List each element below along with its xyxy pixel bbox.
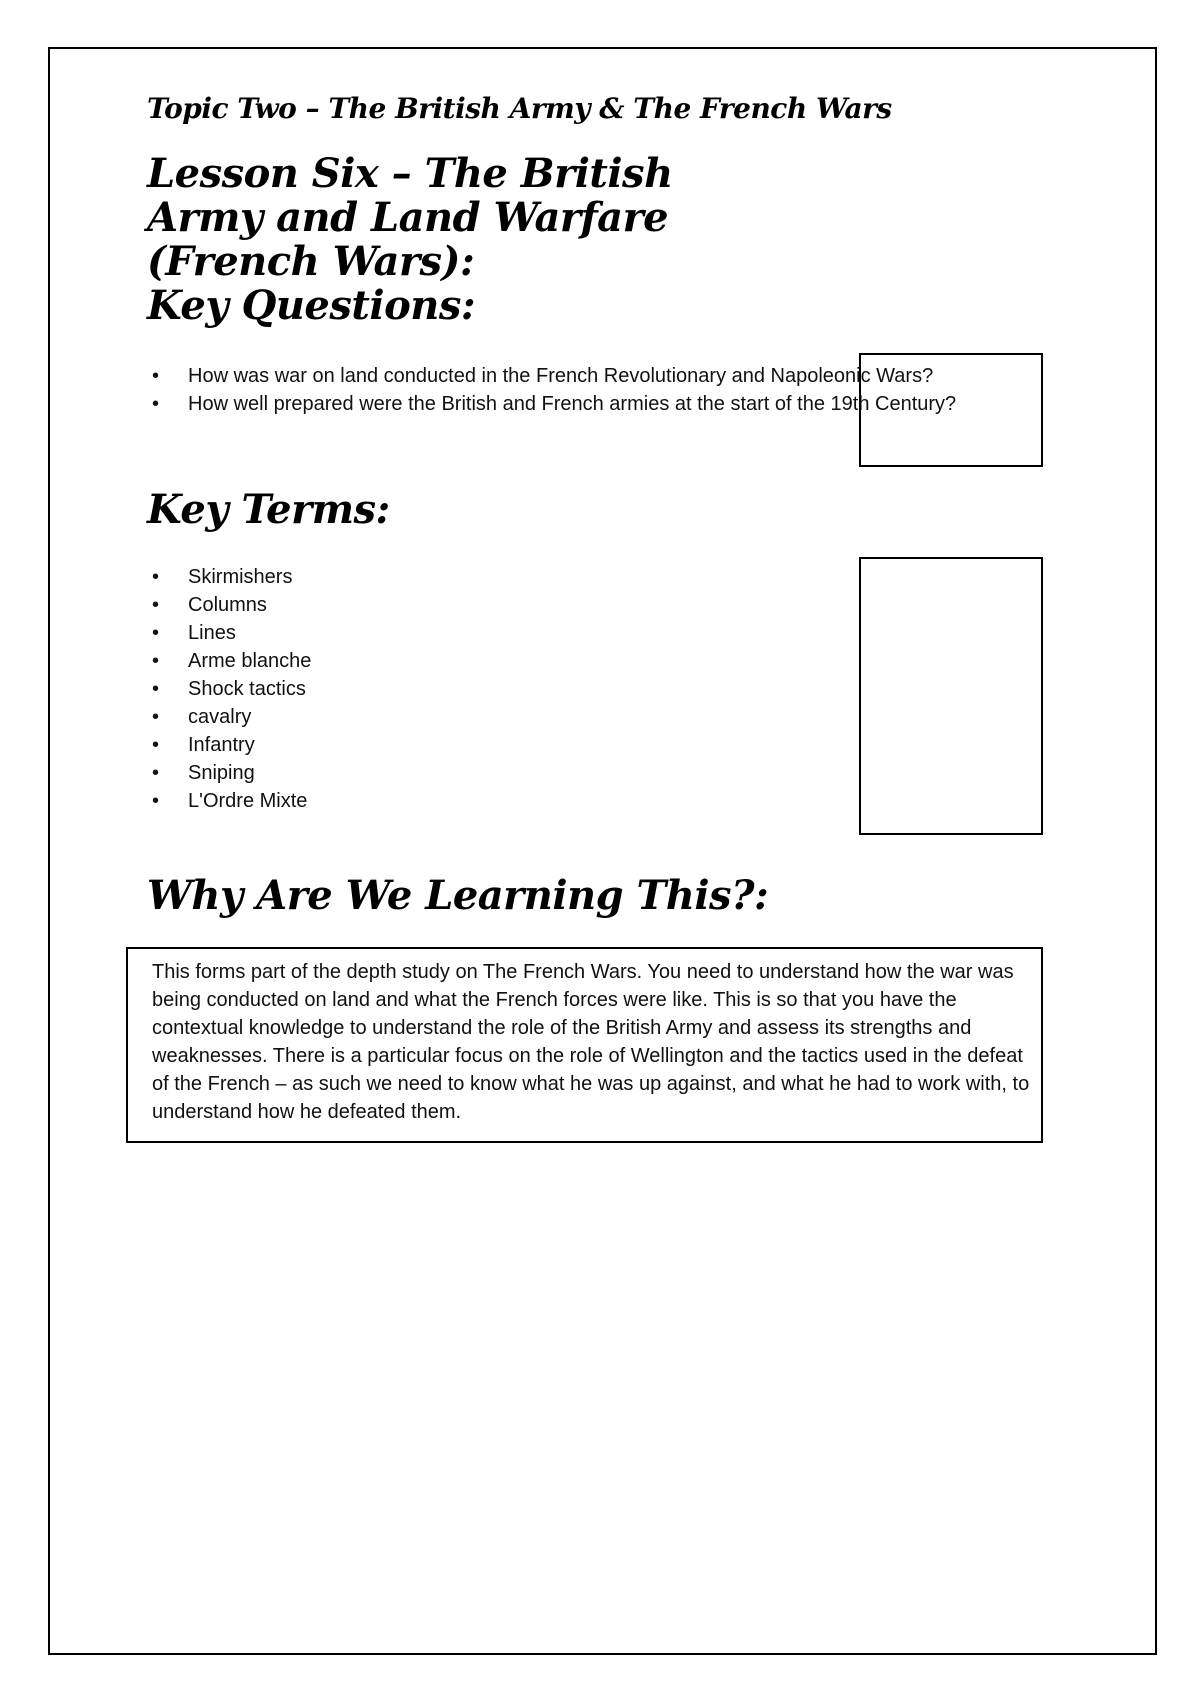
blank-box [859,557,1043,835]
list-item: • cavalry [150,703,550,731]
why-learning-text: This forms part of the depth study on The French Wars. You need to understand how the war was being conducted on land and what the French forces were like. This is so that you have the contextual knowledge to understand the role of the British Army and assess its strengths and weaknesses. There is a particular focus on the role of Wellington and the tactics used in the defeat of the French – as such we need to know what he was up against, and what he had to work with, to understand how he defeated them. [152,961,1030,1123]
list-item: • L'Ordre Mixte [150,787,550,815]
list-item: • Sniping [150,759,550,787]
blank-box [859,353,1043,467]
lesson-title: Lesson Six – The British Army and Land Warfare (French Wars): [147,150,673,285]
list-item: • Infantry [150,731,550,759]
key-questions-heading: Key Questions: [147,282,476,329]
list-item: • How well prepared were the British and French armies at the start of the 19th Century? [150,390,1050,418]
list-item: • How was war on land conducted in the French Revolutionary and Napoleonic Wars? [150,362,1050,390]
list-item: • Arme blanche [150,647,550,675]
topic-title: Topic Two – The British Army & The French Wars [147,92,892,125]
key-terms-heading: Key Terms: [147,486,390,533]
key-terms-list [150,563,550,815]
why-learning-heading: Why Are We Learning This?: [147,872,769,919]
list-item: • Skirmishers [150,563,550,591]
list-item: • Lines [150,619,550,647]
list-item: • Shock tactics [150,675,550,703]
why-learning-box [126,947,1043,1143]
list-item: • Columns [150,591,550,619]
